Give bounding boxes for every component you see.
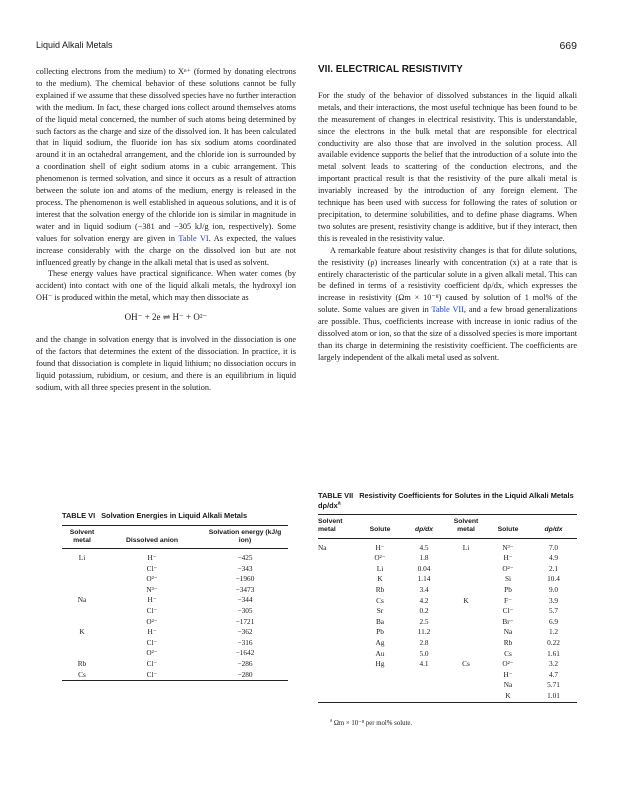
table-vi-cell: Li [78, 553, 86, 563]
table-vii-cell: Li [462, 542, 470, 552]
table-vii-cell: 0.04 [417, 563, 431, 573]
table-vii-footnote [330, 719, 577, 727]
table-vi-cell [62, 585, 102, 596]
table-vii-cell: Ag [375, 637, 385, 647]
table-vi [62, 511, 288, 691]
table-vii-cell: 5.0 [419, 648, 429, 658]
table-vii-cell: 4.2 [419, 595, 429, 605]
footnote-marker: a [330, 718, 333, 724]
table-vi-row [62, 564, 288, 575]
table-vii-cell: 2.1 [548, 563, 559, 573]
table-vi-bottom-rule [62, 681, 288, 692]
table-vii-cell [318, 564, 358, 575]
table-vii-cell: 2.8 [419, 637, 429, 647]
table-vii-cell: Pb [376, 627, 384, 637]
table-vii-cell: H⁻ [503, 553, 513, 563]
table-vi-title: Solvation Energies in Liquid Alkali Metals [101, 511, 248, 520]
table-vii-link[interactable]: Table VII [431, 305, 464, 315]
table-vii-cell [446, 574, 486, 585]
table-vi-cell: −305 [237, 606, 253, 616]
left-paragraph-2: These energy values have practical significance. When water comes (by accident) into contact with one of the liquid alkali metals, the hydroxyl ion OH⁻ is produced within the metal, which may then dissociate as [36, 269, 296, 303]
table-vii-grid [318, 514, 577, 713]
table-vii-cell: 1.2 [548, 627, 559, 637]
table-vii-title: Resistivity Coefficients for Solutes in the Liquid Alkali Metals dρ/dx [318, 491, 574, 510]
table-vi-cell: O²⁻ [146, 616, 158, 626]
table-vi-label: TABLE VI [62, 511, 96, 520]
table-vii-cell [446, 680, 486, 691]
table-vi-cell: O²⁻ [146, 574, 158, 584]
table-vii-cell: 0.2 [419, 606, 429, 616]
table-vii-cell: 4.7 [548, 669, 559, 679]
table-vii-cell: 4.1 [419, 659, 429, 669]
right-paragraph-2 [318, 245, 577, 364]
table-vi-cell: −3473 [235, 584, 255, 594]
table-vi-cell: −286 [237, 659, 253, 669]
table-vii-cell [318, 627, 358, 638]
table-vii-cell: 11.2 [417, 627, 431, 637]
table-vi-grid [62, 525, 288, 692]
table-vii-cell: F⁻ [504, 595, 512, 605]
table-vii-cell: K [505, 690, 511, 700]
table-vii-cell: 6.9 [548, 616, 559, 626]
table-vi-cell [62, 648, 102, 659]
table-vii-cell: Na [318, 542, 327, 552]
table-vi-cell: Cl⁻ [146, 669, 158, 679]
table-vii-row [318, 564, 577, 575]
table-vi-row [62, 659, 288, 670]
table-vi-cell: −1642 [235, 648, 255, 658]
table-vi-cell: −280 [237, 669, 253, 679]
dissociation-equation: OH⁻ + 2e ⇌ H⁻ + O²⁻ [124, 312, 208, 323]
table-vi-cell: H⁻ [147, 627, 157, 637]
table-vii-row [318, 659, 577, 670]
table-vii-cell: Br⁻ [502, 616, 514, 626]
table-vii-cell: 1.61 [547, 648, 560, 658]
table-vii-header-coef-2: dρ/dx [544, 526, 563, 534]
table-vii-cell: K [463, 595, 469, 605]
table-vi-row [62, 617, 288, 628]
table-vii-cell: N³⁻ [502, 542, 514, 552]
table-vii-cell [402, 670, 446, 681]
table-vii-cell [446, 606, 486, 617]
table-vi-header-anion: Dissolved anion [125, 536, 179, 544]
table-vi-cell: −1721 [235, 616, 255, 626]
table-vii-cell [446, 617, 486, 628]
table-vii-bottom-rule [318, 702, 577, 713]
table-vii-cell [318, 596, 358, 607]
table-vii-row [318, 574, 577, 585]
table-vii-caption [318, 491, 577, 510]
table-vii-cell [318, 670, 358, 681]
table-vii-cell: 7.0 [548, 542, 559, 552]
table-vi-cell: Cl⁻ [146, 563, 158, 573]
table-vii-cell: Rb [375, 584, 385, 594]
table-vii-title-marker: a [337, 500, 341, 507]
table-vii-cell: 10.4 [547, 574, 560, 584]
right-paragraph-1: For the study of the behavior of dissolved substances in the liquid alkali metals, and their interactions, the most useful technique has been found to be the measurement of changes in electrical resistivity. This is understandable, since the electrons in the bulk metal that are responsible for electrical conductivity are also those that are involved in the solution process. All available evidence supports the belief that the introduction of a solute into the metal solvent leads to scattering of the conduction electrons, and the important practical result is that the resistivity of the pure alkali metal is invariably increased by the introduction of any foreign element. The technique has been used with success for following the rates of solution or precipitation, to determine solubilities, and to define phase diagrams. When two solutes are present, resistivity change is additive, but if they interact, then this is revealed in the resistivity value. [318, 90, 577, 243]
table-vii-cell: 1.14 [417, 574, 431, 584]
table-vii-row [318, 649, 577, 660]
table-vii-cell [358, 691, 402, 702]
footnote-text: Ωm × 10⁻⁸ per mol% solute. [333, 719, 413, 727]
table-vii-cell [318, 585, 358, 596]
table-vii-row [318, 617, 577, 628]
table-vi-row [62, 549, 288, 564]
table-vi-cell: Cs [78, 669, 86, 679]
table-vii-row [318, 627, 577, 638]
table-vii-cell: 5.7 [548, 606, 559, 616]
table-vi-row [62, 627, 288, 638]
table-vii-row [318, 538, 577, 553]
table-vi-cell: Cl⁻ [146, 659, 158, 669]
table-vii-cell: O²⁻ [374, 553, 386, 563]
table-vi-row [62, 606, 288, 617]
running-title: Liquid Alkali Metals [36, 40, 113, 50]
table-vi-cell: −1960 [235, 574, 255, 584]
table-vi-cell: −425 [237, 553, 253, 563]
table-vii-rule-cell [318, 702, 577, 713]
table-vii-cell: Sr [376, 606, 384, 616]
left-p1-text: collecting electrons from the medium) to Xⁿ⁺ (formed by donating electrons to the medium). The chemical behavior of these solutions cannot be fully explained if we assume that these dissolved species have no further interaction with the medium. In fact, these charged ions collect around themselves atoms of the liquid metal concerned, the number of such atoms being determined by such factors as the charge and size of the dissolved ion. It has been calculated that in liquid sodium, the fluoride ion has six sodium atoms coordinated around it in an octahedral arrangement, and the chloride ion is surrounded by a coordination shell of eight sodium atoms in a cubic arrangement. This phenomenon is termed solvation, and since it occurs as a result of attraction between the solute ion and atoms of the medium, energy is released in the process. The phenomenon is well established in aqueous solutions, and it is of interest that the solvation energy of the chloride ion is similar in magnitude in water and in liquid sodium (−381 and −305 kJ/g ion, respectively). Some values for solvation energy are given in [36, 67, 296, 243]
table-vii-cell: 9.0 [548, 584, 559, 594]
table-vii-cell [446, 553, 486, 564]
table-vii-cell: Ba [375, 616, 385, 626]
table-vii-cell: Cs [504, 648, 512, 658]
table-vii-header-coef-1: dρ/dx [414, 526, 434, 534]
table-vi-cell: −343 [237, 563, 253, 573]
table-vi-cell: Cl⁻ [146, 637, 158, 647]
table-vii-cell: O²⁻ [502, 659, 514, 669]
table-vii-cell [446, 627, 486, 638]
table-vii-cell [446, 638, 486, 649]
table-vii-label: TABLE VII [318, 491, 354, 500]
table-vii-cell: Rb [503, 637, 513, 647]
table-vi-cell: H⁻ [147, 553, 157, 563]
right-p2-text: A remarkable feature about resistivity changes is that for dilute solutions, the resistivity (ρ) increases linearly with concentration (x) at a rate that is entirely characteristic of the particular solute in a given alkali metal. This can be defined in terms of a resistivity coefficient dρ/dx, which expresses the increase in resistivity (Ωm × 10⁻⁸) caused by solution of 1 mol% of the solute. Some values are given in [318, 245, 577, 315]
table-vii-row [318, 585, 577, 596]
table-vii-cell: Si [504, 574, 512, 584]
left-paragraph-3: and the change in solvation energy that is involved in the dissociation is one of the factors that determines the extent of the dissociation. In practice, it is found that dissociation is complete in liquid lithium; no dissociation occurs in liquid potassium, rubidium, or cesium, and there is an equilibrium in liquid sodium, with all three species present in the solution. [36, 335, 296, 392]
table-vi-cell [62, 574, 102, 585]
table-vii-cell [446, 691, 486, 702]
section-heading: VII. ELECTRICAL RESISTIVITY [318, 64, 463, 75]
table-vi-rule-cell [62, 681, 288, 692]
table-vi-cell [62, 606, 102, 617]
right-p2-end: , and a few broad generalizations are possible. Thus, coefficients increase with increase in ionic radius of the dissolved atom or ion, so that the size of a dissolved species is more important than its charge in determining the resistivity coefficient. The coefficients are largely independent of the alkali metal used as solvent. [318, 305, 577, 362]
table-vii-cell: 4.9 [548, 553, 559, 563]
table-vii-cell [402, 680, 446, 691]
table-vi-row [62, 595, 288, 606]
table-vii-cell [318, 553, 358, 564]
table-vii-row [318, 638, 577, 649]
table-vii-row [318, 670, 577, 681]
table-vii-header-solute-1: Solute [369, 526, 391, 534]
table-vii-row [318, 606, 577, 617]
table-vii-cell: 1.01 [547, 690, 560, 700]
table-vi-row [62, 585, 288, 596]
table-vi-cell: Cl⁻ [146, 606, 158, 616]
table-vii-header-solvent-1: Solvent metal [318, 518, 343, 534]
table-vii-cell [402, 691, 446, 702]
table-vi-cell: −362 [237, 627, 253, 637]
table-vii-cell: H⁻ [375, 542, 385, 552]
table-vii-cell: Cl⁻ [502, 606, 514, 616]
table-vii-cell: O²⁻ [502, 563, 514, 573]
table-vii-cell [358, 670, 402, 681]
table-vii-cell [446, 585, 486, 596]
table-vi-cell: −344 [237, 595, 253, 605]
table-vii-cell: 3.9 [548, 595, 559, 605]
table-vii-cell: 3.2 [548, 659, 559, 669]
table-vi-cell: Na [77, 595, 87, 605]
page-number: 669 [559, 40, 577, 52]
table-vii-row [318, 680, 577, 691]
table-vi-cell: K [79, 627, 85, 637]
table-vi-cell: O²⁻ [146, 648, 158, 658]
table-vii-cell: 5.71 [547, 680, 560, 690]
table-vii-cell: 0.22 [547, 637, 560, 647]
table-vi-cell [62, 564, 102, 575]
table-vii-row [318, 553, 577, 564]
table-vi-cell: N³⁻ [146, 584, 158, 594]
table-vii-cell: H⁻ [503, 669, 513, 679]
table-vi-cell: −316 [237, 637, 253, 647]
right-column [318, 64, 577, 364]
table-vi-link[interactable]: Table VI [178, 233, 209, 243]
table-vii-cell [318, 691, 358, 702]
table-vi-header-solvent: Solvent metal [69, 528, 95, 544]
table-vi-row [62, 648, 288, 659]
table-vii-cell: Na [503, 627, 513, 637]
table-vii-cell [446, 670, 486, 681]
table-vii-cell: 4.5 [419, 542, 429, 552]
table-vi-cell: H⁻ [147, 595, 157, 605]
table-vii-cell [318, 659, 358, 670]
table-vii-row [318, 596, 577, 607]
left-paragraph-1 [36, 66, 296, 268]
table-vii-cell: Cs [462, 659, 470, 669]
table-vii-cell [318, 638, 358, 649]
table-vii-cell: Cs [376, 595, 384, 605]
table-vii [318, 491, 577, 727]
table-vi-row [62, 670, 288, 681]
table-vi-cell [62, 638, 102, 649]
table-vi-caption [62, 511, 288, 521]
table-vii-cell [446, 564, 486, 575]
table-vii-cell [358, 680, 402, 691]
table-vii-cell: Li [376, 563, 384, 573]
table-vii-cell [446, 649, 486, 660]
left-column [36, 66, 296, 394]
table-vi-cell [62, 617, 102, 628]
table-vii-cell [318, 649, 358, 660]
table-vii-header-solute-2: Solute [497, 526, 519, 534]
table-vii-row [318, 691, 577, 702]
table-vii-cell: 3.4 [419, 584, 429, 594]
table-vi-header-energy: Solvation energy (kJ/g ion) [208, 528, 282, 544]
table-vii-cell: Hg [375, 659, 385, 669]
table-vii-cell [318, 680, 358, 691]
table-vi-row [62, 638, 288, 649]
table-vi-row [62, 574, 288, 585]
table-vii-cell: 1.8 [419, 553, 429, 563]
table-vii-cell: Na [503, 680, 513, 690]
table-vii-cell: Pb [504, 584, 512, 594]
table-vii-header-solvent-2: Solvent metal [453, 518, 479, 534]
table-vi-cell: Rb [77, 659, 87, 669]
table-vii-cell [318, 617, 358, 628]
table-vii-cell [318, 606, 358, 617]
table-vii-cell [318, 574, 358, 585]
table-vii-cell: 2.5 [419, 616, 429, 626]
left-p1-end: . As expected, the values increase considerably with the charge on the dissolved ion but are not influenced greatly by change in the alkali metal that is used as solvent. [36, 233, 296, 267]
table-vii-cell: K [377, 574, 383, 584]
table-vii-cell: Au [375, 648, 385, 658]
